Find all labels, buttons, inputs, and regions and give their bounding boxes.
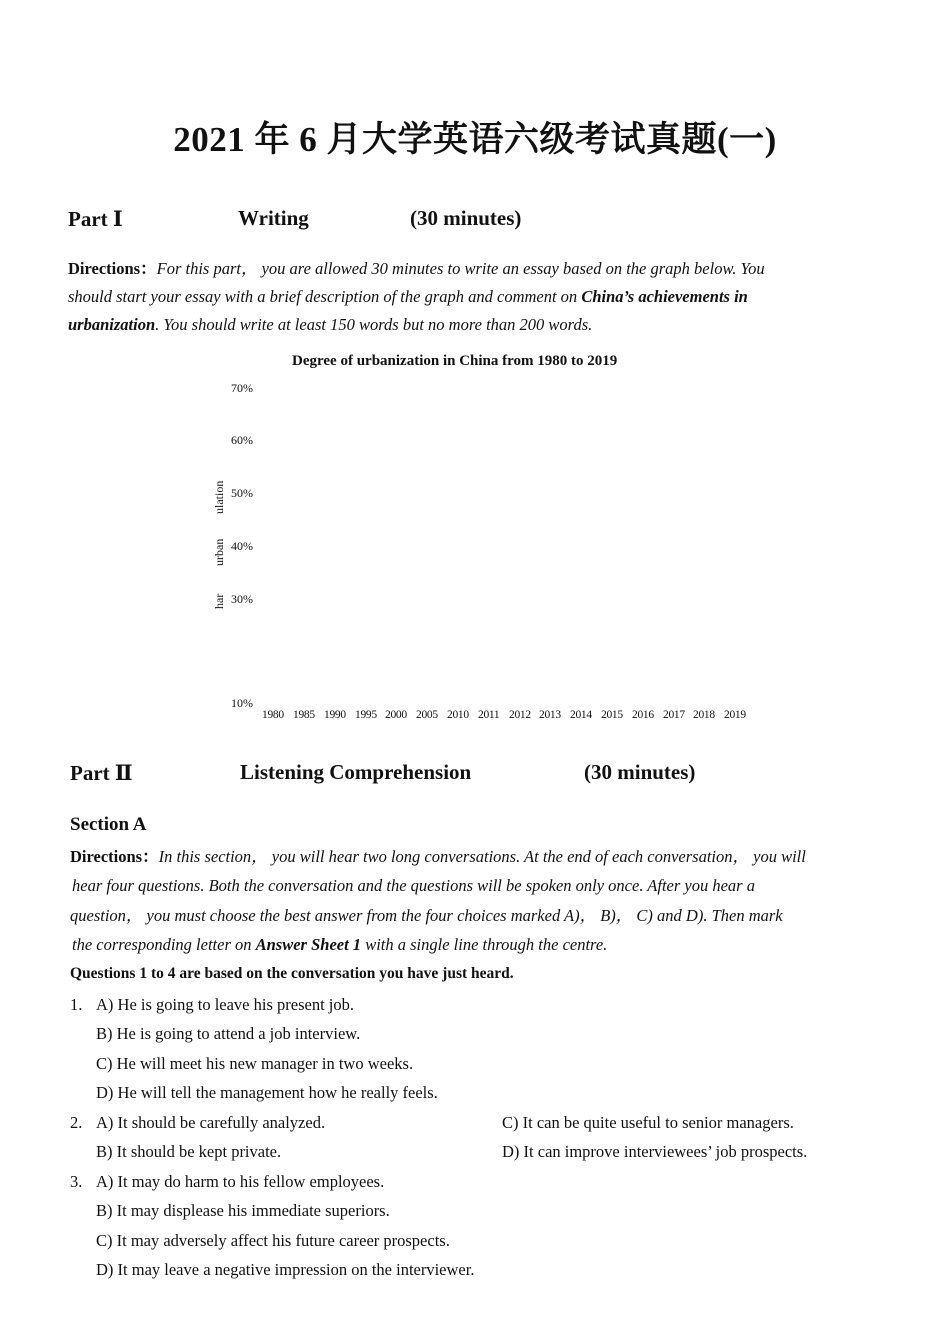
x-tick: 2000 [385, 709, 407, 721]
part2-directions-line3 [70, 902, 783, 930]
x-tick: 2010 [447, 709, 469, 721]
part1-time: (30 minutes) [410, 206, 522, 230]
option-c: C) It can be quite useful to senior managers. [502, 1113, 794, 1132]
y-tick: 10% [231, 696, 253, 710]
part1-label: Part Ⅰ [68, 207, 123, 231]
part2-directions-line1 [70, 843, 806, 871]
directions-text: the corresponding letter on [72, 935, 256, 954]
directions-text: In this section， you will hear two long conversations. At the end of each conversation， you will [158, 847, 806, 866]
x-tick: 2012 [509, 709, 531, 721]
directions-text: question， you must choose the best answer from the four choices marked A)， B)， C) and D). Then mark [70, 906, 783, 925]
option-b: B) It should be kept private. [96, 1142, 282, 1161]
option-c: C) He will meet his new manager in two weeks. [96, 1054, 414, 1073]
x-tick: 2016 [632, 709, 654, 721]
part1-name: Writing [238, 206, 309, 230]
part2-time: (30 minutes) [584, 760, 696, 784]
y-tick: 40% [231, 539, 253, 553]
part2-directions-line4 [72, 931, 607, 959]
y-tick: 30% [231, 592, 253, 606]
part1-directions-line3 [68, 311, 592, 339]
option-d: D) He will tell the management how he really feels. [96, 1083, 438, 1102]
directions-text: should start your essay with a brief description of the graph and comment on [68, 287, 582, 306]
x-tick: 2019 [724, 709, 746, 721]
directions-text: . You should write at least 150 words but no more than 200 words. [155, 315, 593, 334]
question-number: 2. [70, 1113, 83, 1132]
directions-emphasis: urbanization [68, 315, 156, 334]
x-tick: 1980 [262, 709, 284, 721]
y-tick: 60% [231, 433, 253, 447]
x-tick: 1985 [293, 709, 315, 721]
x-tick: 1995 [355, 709, 377, 721]
part2-directions-line2 [72, 872, 755, 900]
option-a: A) He is going to leave his present job. [96, 995, 354, 1014]
part1-directions-line1 [68, 255, 765, 283]
directions-label: Directions： [70, 847, 159, 866]
x-tick: 2015 [601, 709, 623, 721]
x-tick: 2014 [570, 709, 592, 721]
document-title: 2021 年 6 月大学英语六级考试真题(一) [173, 120, 777, 159]
y-tick: 50% [231, 486, 253, 500]
option-a: A) It may do harm to his fellow employees. [96, 1172, 385, 1191]
x-tick: 2013 [539, 709, 561, 721]
directions-text: For this part， you are allowed 30 minutes to write an essay based on the graph below. You [156, 259, 765, 278]
part1-directions-line2 [68, 283, 748, 311]
directions-emphasis: China’s achievements in [581, 287, 748, 306]
y-tick: 70% [231, 381, 253, 395]
option-d: D) It may leave a negative impression on the interviewer. [96, 1260, 475, 1279]
option-c: C) It may adversely affect his future career prospects. [96, 1231, 450, 1250]
x-tick: 2011 [478, 709, 500, 721]
y-axis-label-fragment: ulation [212, 480, 226, 514]
option-b: B) It may displease his immediate superiors. [96, 1201, 390, 1220]
section-a-heading: Section A [70, 814, 147, 835]
x-tick: 1990 [324, 709, 346, 721]
question-number: 1. [70, 995, 83, 1014]
directions-label: Directions： [68, 259, 157, 278]
option-a: A) It should be carefully analyzed. [96, 1113, 326, 1132]
y-axis-label-fragment: urban [212, 538, 226, 566]
directions-text: with a single line through the centre. [361, 935, 608, 954]
option-b: B) He is going to attend a job interview. [96, 1024, 361, 1043]
question-group-intro: Questions 1 to 4 are based on the conversation you have just heard. [70, 965, 514, 982]
chart-title: Degree of urbanization in China from 1980 to 2019 [292, 353, 618, 369]
part2-name: Listening Comprehension [240, 760, 472, 784]
directions-text: hear four questions. Both the conversation and the questions will be spoken only once. After you hear a [72, 876, 755, 895]
y-axis-label-fragment: har [212, 593, 226, 609]
question-number: 3. [70, 1172, 83, 1191]
x-tick: 2005 [416, 709, 438, 721]
x-tick: 2017 [663, 709, 685, 721]
directions-emphasis: Answer Sheet 1 [255, 935, 362, 954]
option-d: D) It can improve interviewees’ job prospects. [502, 1142, 808, 1161]
x-tick: 2018 [693, 709, 715, 721]
part2-label: Part Ⅱ [70, 761, 133, 785]
